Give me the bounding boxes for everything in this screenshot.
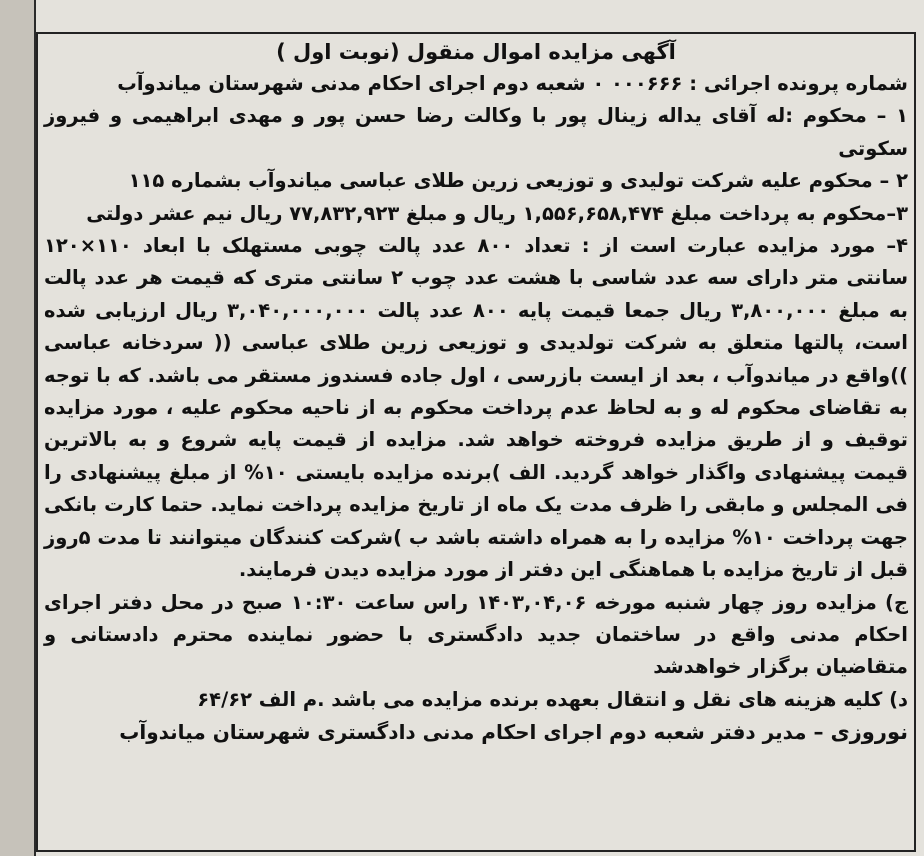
judgment-amount-item: ۳–محکوم به پرداخت مبلغ ۱,۵۵۶,۶۵۸,۴۷۴ ریال و مبلغ ۷۷,۸۳۲,۹۲۳ ریال نیم عشر دولتی <box>86 201 908 225</box>
auction-notice <box>44 36 908 748</box>
auction-date-item: ج) مزایده روز چهار شنبه مورخه ۱۴۰۳,۰۴,۰۶ راس ساعت ۱۰:۳۰ صبح در محل دفتر اجرای احکام مدنی واقع در ساختمان جدید دادگستری با حضور نماینده محترم دادستانی و متقاضیان برگزار خواهدشد <box>44 590 908 679</box>
case-number-line: شماره پرونده اجرائی : ۰۰۰۶۶۶ ۰ شعبه دوم اجرای احکام مدنی شهرستان میاندوآب <box>117 72 908 95</box>
signature-name: نوروزی <box>830 720 908 745</box>
judgment-debtor-item: ۲ – محکوم علیه شرکت تولیدی و توزیعی زرین طلای عباسی میاندوآب بشماره ۱۱۵ <box>128 169 908 193</box>
judgment-creditor-item: ۱ – محکوم :له آقای یداله زینال پور با وکالت رضا حسن پور و مهدی ابراهیمی و فیروز سکوتی <box>44 104 908 160</box>
notice-title: آگهی مزایده اموال منقول (نوبت اول ) <box>276 40 676 64</box>
signature-line <box>44 716 908 748</box>
auction-subject-item: ۴– مورد مزایده عبارت است از : تعداد ۸۰۰ عدد پالت چوبی مستهلک با ابعاد ۱۱۰×۱۲۰ سانتی متر دارای سه عدد شاسی با هشت عدد چوب ۲ سانتی متری که قیمت هر عدد پالت به مبلغ ۳,۸۰۰,۰۰۰ ریال جمعا قیمت پایه ۸۰۰ عدد پالت ۳,۰۴۰,۰۰۰,۰۰۰ ریال ارزیابی شده است، پالتها متعلق به شرکت تولدیدی و توزیعی زرین طلای عباسی (( سردخانه عباسی ))واقع در میاندوآب ، بعد از ایست بازرسی ، اول جاده فسندوز مستقر می باشد. که با توجه به تقاضای محکوم له و به لحاظ عدم پرداخت محکوم به از ناحیه محکوم علیه ، مورد مزایده توقیف و از طریق مزایده فروخته خواهد شد. مزایده از قیمت پایه شروع و به بالاترین قیمت پیشنهادی واگذار خواهد گردید. الف )برنده مزایده بایستی ۱۰% از مبلغ پیشنهادی را فی المجلس و مابقی را ظرف مدت یک ماه از تاریخ مزایده پرداخت نماید. حتما کارت بانکی جهت پرداخت ۱۰% مزایده را به همراه داشته باشد ب )شرکت کنندگان میتوانند تا مدت ۵روز قبل از تاریخ مزایده با هماهنگی این دفتر از مورد مزایده دیدن فرمایند. <box>44 234 909 582</box>
page-edge <box>0 0 36 856</box>
costs-item: د) کلیه هزینه های نقل و انتقال بعهده برنده مزایده می باشد .م الف ۶۴/۶۲ <box>197 687 908 711</box>
signature-title: – مدیر دفتر شعبه دوم اجرای احکام مدنی دادگستری شهرستان میاندوآب <box>119 720 831 745</box>
